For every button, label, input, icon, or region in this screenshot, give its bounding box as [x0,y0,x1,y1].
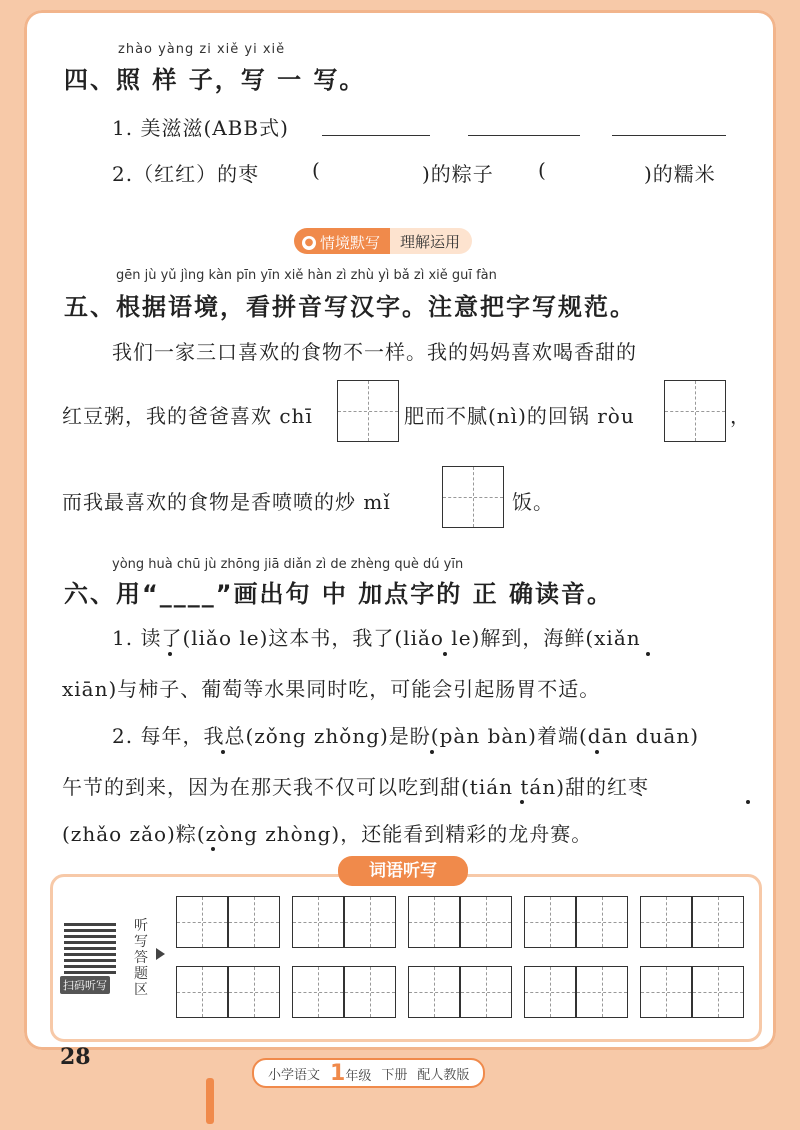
footer-grade-suffix: 年级 [345,1068,372,1084]
dictation-box[interactable] [408,966,460,1018]
section5-line1: 我们一家三口喜欢的食物不一样。我的妈妈喜欢喝香甜的 [112,340,637,364]
paren-open-2: ( [538,158,547,182]
dictation-box[interactable] [576,896,628,948]
dictation-box[interactable] [228,896,280,948]
section6-p2-line3: (zhǎo zǎo)粽(zòng zhòng)，还能看到精彩的龙舟赛。 [62,822,593,846]
section4-item1: 1. 美滋滋(ABB式) [112,116,289,140]
section5-line3a: 而我最喜欢的食物是香喷喷的炒 mǐ [62,490,391,514]
dictation-box[interactable] [524,896,576,948]
section5-line2b: 肥而不腻(nì)的回锅 ròu [404,404,635,428]
section6-title: 六、用“____”画出句 中 加点字的 正 确读音。 [64,580,613,608]
banner-label-1: 情境默写 [320,234,381,252]
emphasis-dot [595,750,599,754]
section5-pinyin: gēn jù yǔ jìng kàn pīn yīn xiě hàn zì zhù yì bǎ zì xiě guī fàn [116,268,497,283]
footer-banner [252,1058,485,1088]
emphasis-dot [646,652,650,656]
dictation-box[interactable] [460,896,512,948]
dictation-box[interactable] [692,896,744,948]
binding-tab [206,1078,214,1124]
answer-blank-2[interactable] [468,135,580,136]
section-banner [294,228,472,254]
emphasis-dot [520,800,524,804]
qr-code-icon[interactable] [64,922,116,974]
section5-line2a: 红豆粥，我的爸爸喜欢 chī [62,404,313,428]
dictation-box[interactable] [692,966,744,1018]
item2-nuomi: )的糯米 [644,162,716,186]
section4-pinyin: zhào yàng zi xiě yi xiě [118,42,286,57]
emphasis-dot [746,800,750,804]
play-arrow-icon [156,948,165,960]
dictation-box[interactable] [292,966,344,1018]
dictation-box[interactable] [408,896,460,948]
dictation-box[interactable] [176,896,228,948]
section6-p1-line1: 1. 读了(liǎo le)这本书，我了(liǎo le)解到，海鲜(xiǎn [112,626,641,650]
footer-subject: 小学语文 [268,1067,321,1083]
dictation-tab: 词语听写 [338,856,468,886]
dictation-box[interactable] [640,896,692,948]
emphasis-dot [443,652,447,656]
banner-label-2: 理解运用 [390,228,472,254]
emphasis-dot [211,847,215,851]
dictation-box[interactable] [640,966,692,1018]
section6-p2-line2: 午节的到来，因为在那天我不仅可以吃到甜(tián tán)甜的红枣 [62,775,650,799]
footer-grade-number: 1 [330,1060,346,1086]
emphasis-dot [168,652,172,656]
paren-open-1: ( [312,158,321,182]
emphasis-dot [430,750,434,754]
emphasis-dot [221,750,225,754]
footer-edition: 配人教版 [417,1067,470,1083]
writing-grid-rou[interactable] [664,380,726,442]
section4-title: 四、照 样 子，写 一 写。 [64,66,366,94]
section4-item2-example: 2.（红红）的枣 [112,162,260,186]
item2-zongzi: )的粽子 [422,162,494,186]
footer-volume: 下册 [381,1067,408,1083]
dictation-box[interactable] [460,966,512,1018]
section6-p2-line1: 2. 每年，我总(zǒng zhǒng)是盼(pàn bàn)着端(dān duān) [112,724,700,748]
dictation-box[interactable] [344,896,396,948]
page-number: 28 [60,1044,91,1070]
writing-grid-mi[interactable] [442,466,504,528]
answer-blank-1[interactable] [322,135,430,136]
dictation-box[interactable] [292,896,344,948]
dictation-box[interactable] [344,966,396,1018]
section6-pinyin: yòng huà chū jù zhōng jiā diǎn zì de zhèng què dú yīn [112,557,464,572]
section5-line3b: 饭。 [512,490,554,514]
section5-line2c: ， [730,404,751,428]
qr-label: 扫码听写 [60,976,110,994]
dictation-box[interactable] [228,966,280,1018]
answer-blank-3[interactable] [612,135,726,136]
dictation-box[interactable] [576,966,628,1018]
badge-icon: ● [302,236,316,250]
dictation-box[interactable] [524,966,576,1018]
dictation-box[interactable] [176,966,228,1018]
section6-p1-line2: xiān)与柿子、葡萄等水果同时吃，可能会引起肠胃不适。 [62,677,601,701]
writing-grid-chi[interactable] [337,380,399,442]
section5-title: 五、根据语境，看拼音写汉字。注意把字写规范。 [64,293,636,321]
answer-area-label: 听写答题区 [134,918,148,998]
